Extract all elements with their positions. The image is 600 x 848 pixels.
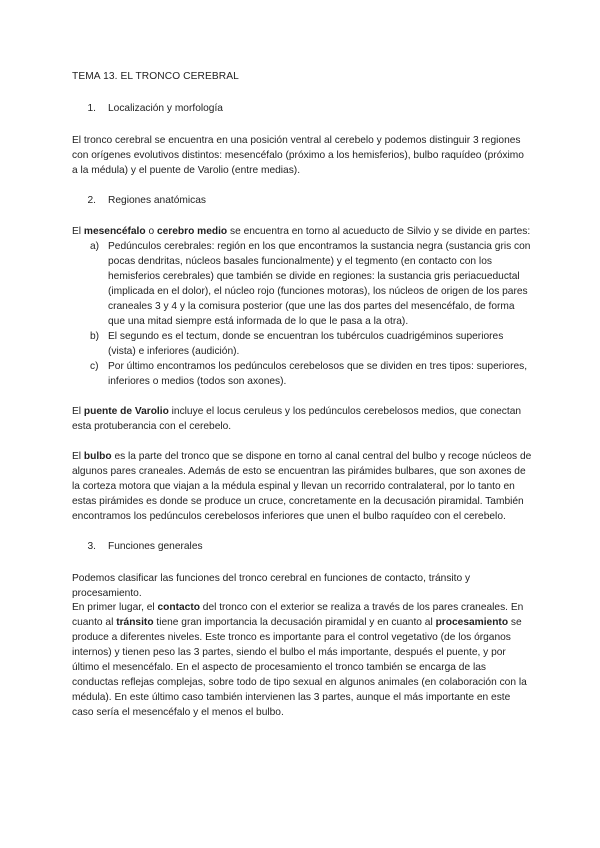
paragraph-puente [72,405,532,435]
document-title: TEMA 13. EL TRONCO CEREBRAL [72,71,239,82]
section-title: Regiones anatómicas [108,194,206,206]
section-number: 1. [87,102,96,114]
list-item [72,330,532,360]
bold-term: mesencéfalo [83,226,146,238]
text-run: se encuentra en torno al acueducto de Silvio y se divide en partes: [227,226,531,238]
section-number: 3. [87,540,96,552]
paragraph-funciones-detalle [72,601,532,720]
list-marker: a) [90,241,100,253]
list-item-text: El segundo es el tectum, donde se encuentran los tubérculos cuadrigéminos superiores (vista) e inferiores (audición). [108,330,504,357]
section-heading-3 [72,540,532,555]
text-run: El [72,226,84,238]
section-number: 2. [87,194,96,206]
list-marker: c) [90,360,99,372]
text-run: En primer lugar, el [72,602,158,614]
list-marker: b) [90,330,100,342]
bold-term: tránsito [116,617,154,629]
bold-term: contacto [157,602,200,614]
paragraph-localizacion: El tronco cerebral se encuentra en una posición ventral al cerebelo y podemos distinguir 3 regiones con orígenes evolutivos distintos: mesencéfalo (próximo a los hemisferios), bulbo raquídeo (próximo a la médula) y el puente de Varolio (entre medias). [72,134,524,176]
section-title: Localización y morfología [108,102,223,114]
bold-term: puente de Varolio [83,406,169,418]
section-heading-2 [72,194,532,209]
section-title: Funciones generales [108,540,203,552]
text-run: del tronco con el exterior se realiza a través de los pares craneales. En cuanto al [72,602,524,629]
text-run: El [72,451,84,463]
list-item [72,240,532,329]
bold-term: bulbo [83,451,112,463]
paragraph-bulbo [72,450,532,525]
text-run: incluye el locus ceruleus y los pedúnculos cerebelosos medios, que conectan esta protuberancia con el cerebelo. [72,406,522,433]
text-run: se produce a diferentes niveles. Este tronco es importante para el control vegetativo (de los órganos internos) y tienen peso las 3 partes, siendo el bulbo el más importante, después el puente, y por último el mesencéfalo. En el aspecto de procesamiento el tronco también se encarga de las conductas reflejas complejas, sobre todo de tipo sexual en algunos animales (en colaboración con la médula). En este último caso también intervienen las 3 partes, aunque el más importante en este caso sería el mesencéfalo y el menos el bulbo. [72,617,527,718]
text-run: o [145,226,157,238]
text-run: El [72,406,84,418]
list-item [72,360,532,390]
mesencefalo-parts-list [72,240,532,389]
bold-term: cerebro medio [156,226,228,238]
list-item-text: Pedúnculos cerebrales: región en los que encontramos la sustancia negra (sustancia gris con pocas dendritas, núcleos basales funcionalmente) y el tegmento (en contacto con los hemisferios cerebrales) que también se divide en regiones: la sustancia gris periacueductal (implicada en el dolor), el núcleo rojo (funciones motoras), los núcleos de origen de los pares craneales 3 y 4 y la comisura posterior (que une las dos partes del mesencéfalo, de forma que una mitad siempre está informada de lo que le pasa a la otra). [108,241,531,327]
paragraph-funciones-intro: Podemos clasificar las funciones del tronco cerebral en funciones de contacto, tránsito y procesamiento. [72,572,471,599]
paragraph-mesencefalo-intro [72,225,532,240]
section-heading-1 [72,102,532,117]
list-item-text: Por último encontramos los pedúnculos cerebelosos que se dividen en tres tipos: superiores, inferiores o medios (todos son axones). [108,360,528,387]
text-run: tiene gran importancia la decusación piramidal y en cuanto al [153,617,436,629]
text-run: es la parte del tronco que se dispone en torno al canal central del bulbo y recoge núcleos de algunos pares craneales. Además de esto se encuentran las pirámides bulbares, que son axones de la corteza motora que viajan a la médula espinal y llevan un recorrido contralateral, por lo tanto en estas pirámides es donde se produce un cruce, concretamente en la decusación piramidal. También encontramos los pedúnculos cerebelosos inferiores que unen el bulbo raquídeo con el cerebelo. [72,451,532,522]
bold-term: procesamiento [435,617,509,629]
document-body [72,70,532,721]
